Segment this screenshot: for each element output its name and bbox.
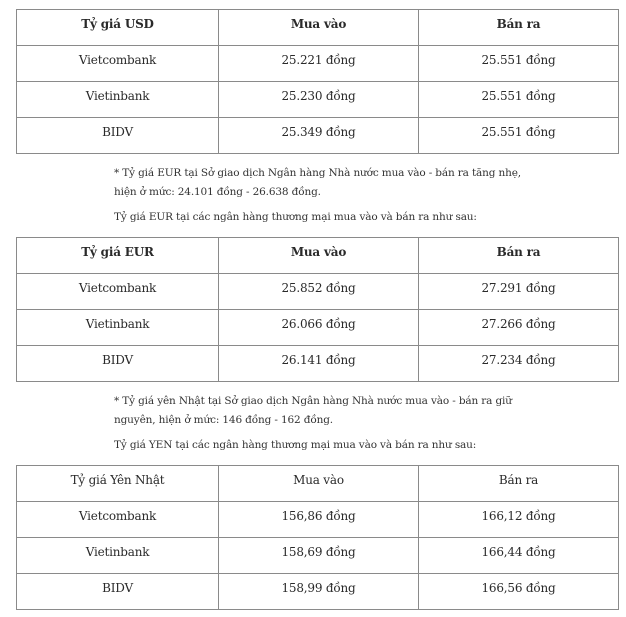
sell-rate: 166,44 đồng bbox=[419, 538, 619, 574]
header-buy: Mua vào bbox=[219, 238, 419, 274]
bank-name: Vietcombank bbox=[17, 502, 219, 538]
table-header-row bbox=[17, 466, 619, 502]
usd-rate-table bbox=[16, 9, 619, 154]
sell-rate: 25.551 đồng bbox=[419, 46, 619, 82]
header-sell: Bán ra bbox=[419, 10, 619, 46]
yen-intro-paragraph: Tỷ giá YEN tại các ngân hàng thương mại mua vào và bán ra như sau: bbox=[114, 439, 477, 451]
bank-name: BIDV bbox=[17, 574, 219, 610]
buy-rate: 158,99 đồng bbox=[219, 574, 419, 610]
buy-rate: 25.230 đồng bbox=[219, 82, 419, 118]
table-header-row bbox=[17, 10, 619, 46]
table-row bbox=[17, 574, 619, 610]
table-row bbox=[17, 46, 619, 82]
sell-rate: 25.551 đồng bbox=[419, 118, 619, 154]
bank-name: Vietcombank bbox=[17, 274, 219, 310]
table-row bbox=[17, 346, 619, 382]
table-row bbox=[17, 310, 619, 346]
yen-note-paragraph: * Tỷ giá yên Nhật tại Sở giao dịch Ngân hàng Nhà nước mua vào - bán ra giữ nguyên, hiện ở mức: 146 đồng - 162 đồng. bbox=[114, 395, 512, 426]
yen-rate-table bbox=[16, 465, 619, 610]
buy-rate: 158,69 đồng bbox=[219, 538, 419, 574]
buy-rate: 26.141 đồng bbox=[219, 346, 419, 382]
buy-rate: 156,86 đồng bbox=[219, 502, 419, 538]
bank-name: BIDV bbox=[17, 118, 219, 154]
header-buy: Mua vào bbox=[219, 10, 419, 46]
eur-rate-table bbox=[16, 237, 619, 382]
header-currency: Tỷ giá USD bbox=[17, 10, 219, 46]
sell-rate: 166,56 đồng bbox=[419, 574, 619, 610]
bank-name: Vietcombank bbox=[17, 46, 219, 82]
sell-rate: 166,12 đồng bbox=[419, 502, 619, 538]
sell-rate: 27.291 đồng bbox=[419, 274, 619, 310]
header-buy: Mua vào bbox=[219, 466, 419, 502]
buy-rate: 25.852 đồng bbox=[219, 274, 419, 310]
buy-rate: 25.349 đồng bbox=[219, 118, 419, 154]
sell-rate: 27.266 đồng bbox=[419, 310, 619, 346]
bank-name: Vietinbank bbox=[17, 82, 219, 118]
table-row bbox=[17, 502, 619, 538]
header-currency: Tỷ giá EUR bbox=[17, 238, 219, 274]
table-row bbox=[17, 118, 619, 154]
table-header-row bbox=[17, 238, 619, 274]
table-row bbox=[17, 538, 619, 574]
buy-rate: 25.221 đồng bbox=[219, 46, 419, 82]
bank-name: Vietinbank bbox=[17, 538, 219, 574]
sell-rate: 25.551 đồng bbox=[419, 82, 619, 118]
bank-name: BIDV bbox=[17, 346, 219, 382]
sell-rate: 27.234 đồng bbox=[419, 346, 619, 382]
header-sell: Bán ra bbox=[419, 466, 619, 502]
table-row bbox=[17, 274, 619, 310]
table-row bbox=[17, 82, 619, 118]
header-currency: Tỷ giá Yên Nhật bbox=[17, 466, 219, 502]
eur-intro-paragraph: Tỷ giá EUR tại các ngân hàng thương mại mua vào và bán ra như sau: bbox=[114, 211, 477, 223]
header-sell: Bán ra bbox=[419, 238, 619, 274]
bank-name: Vietinbank bbox=[17, 310, 219, 346]
buy-rate: 26.066 đồng bbox=[219, 310, 419, 346]
eur-note-paragraph: * Tỷ giá EUR tại Sở giao dịch Ngân hàng Nhà nước mua vào - bán ra tăng nhẹ, hiện ở mức: 24.101 đồng - 26.638 đồng. bbox=[114, 167, 521, 198]
